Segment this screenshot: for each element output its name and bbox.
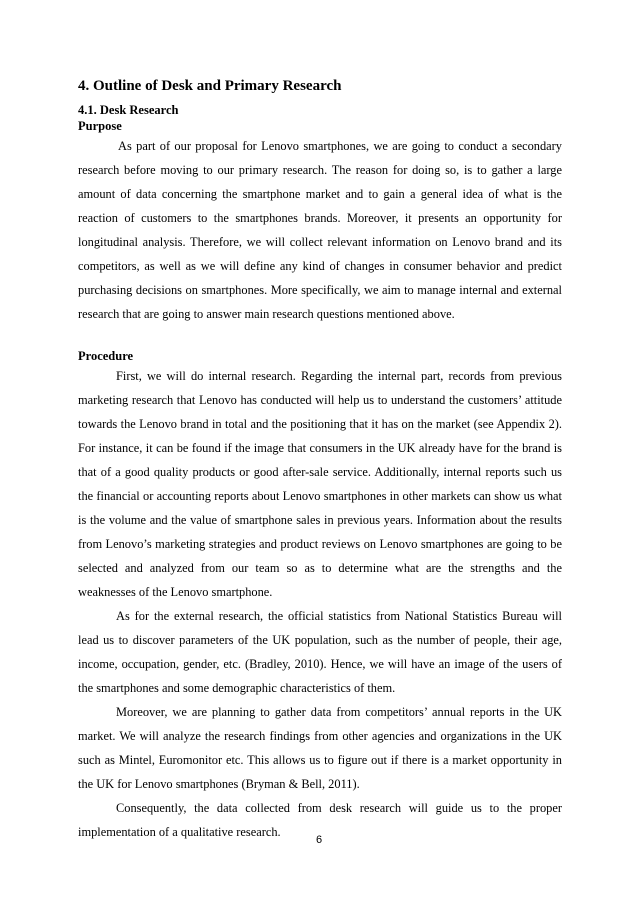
purpose-heading: Purpose xyxy=(78,119,122,133)
page-number: 6 xyxy=(315,834,323,846)
section-title: 4. Outline of Desk and Primary Research xyxy=(78,78,342,94)
procedure-paragraph-conclusion: Consequently, the data collected from desk research will guide us to the proper implementation of a qualitative research. xyxy=(78,801,562,839)
procedure-paragraph-internal: First, we will do internal research. Regarding the internal part, records from previous marketing research that Lenovo has conducted will help us to understand the customers’ attitude towards the Lenovo brand in total and the positioning that it has on the market (see Appendix 2). For instance, it can be found if the image that consumers in the UK already have for the brand is that of a good quality products or good after-sale service. Additionally, internal reports such us the financial or accounting reports about Lenovo smartphones in other markets can show us what is the volume and the value of smartphone sales in previous years. Information about the results from Lenovo’s marketing strategies and product reviews on Lenovo smartphones are going to be selected and analyzed from our team so as to determine what are the strengths and the weaknesses of the Lenovo smartphone. xyxy=(78,369,562,599)
procedure-heading: Procedure xyxy=(78,349,134,363)
procedure-paragraph-external: As for the external research, the official statistics from National Statistics Bureau will lead us to discover parameters of the UK population, such as the number of people, their age, income, occupation, gender, etc. (Bradley, 2010). Hence, we will have an image of the users of the smartphones and some demographic characteristics of them. xyxy=(78,609,562,695)
page-content xyxy=(78,74,562,844)
procedure-paragraph-competitors: Moreover, we are planning to gather data from competitors’ annual reports in the UK market. We will analyze the research findings from other agencies and organizations in the UK such as Mintel, Euromonitor etc. This allows us to figure out if there is a market opportunity in the UK for Lenovo smartphones (Bryman & Bell, 2011). xyxy=(78,705,562,791)
section-spacer xyxy=(78,326,562,348)
purpose-paragraph: As part of our proposal for Lenovo smartphones, we are going to conduct a secondary research before moving to our primary research. The reason for doing so, is to gather a large amount of data concerning the smartphone market and to gain a general idea of what is the reaction of customers to the smartphones brands. Moreover, it presents an opportunity for longitudinal analysis. Therefore, we will collect relevant information on Lenovo brand and its competitors, as well as we will define any kind of changes in consumer behavior and predict purchasing decisions on smartphones. More specifically, we aim to manage internal and external research that are going to answer main research questions mentioned above. xyxy=(78,139,562,321)
subsection-title: 4.1. Desk Research xyxy=(78,103,179,117)
